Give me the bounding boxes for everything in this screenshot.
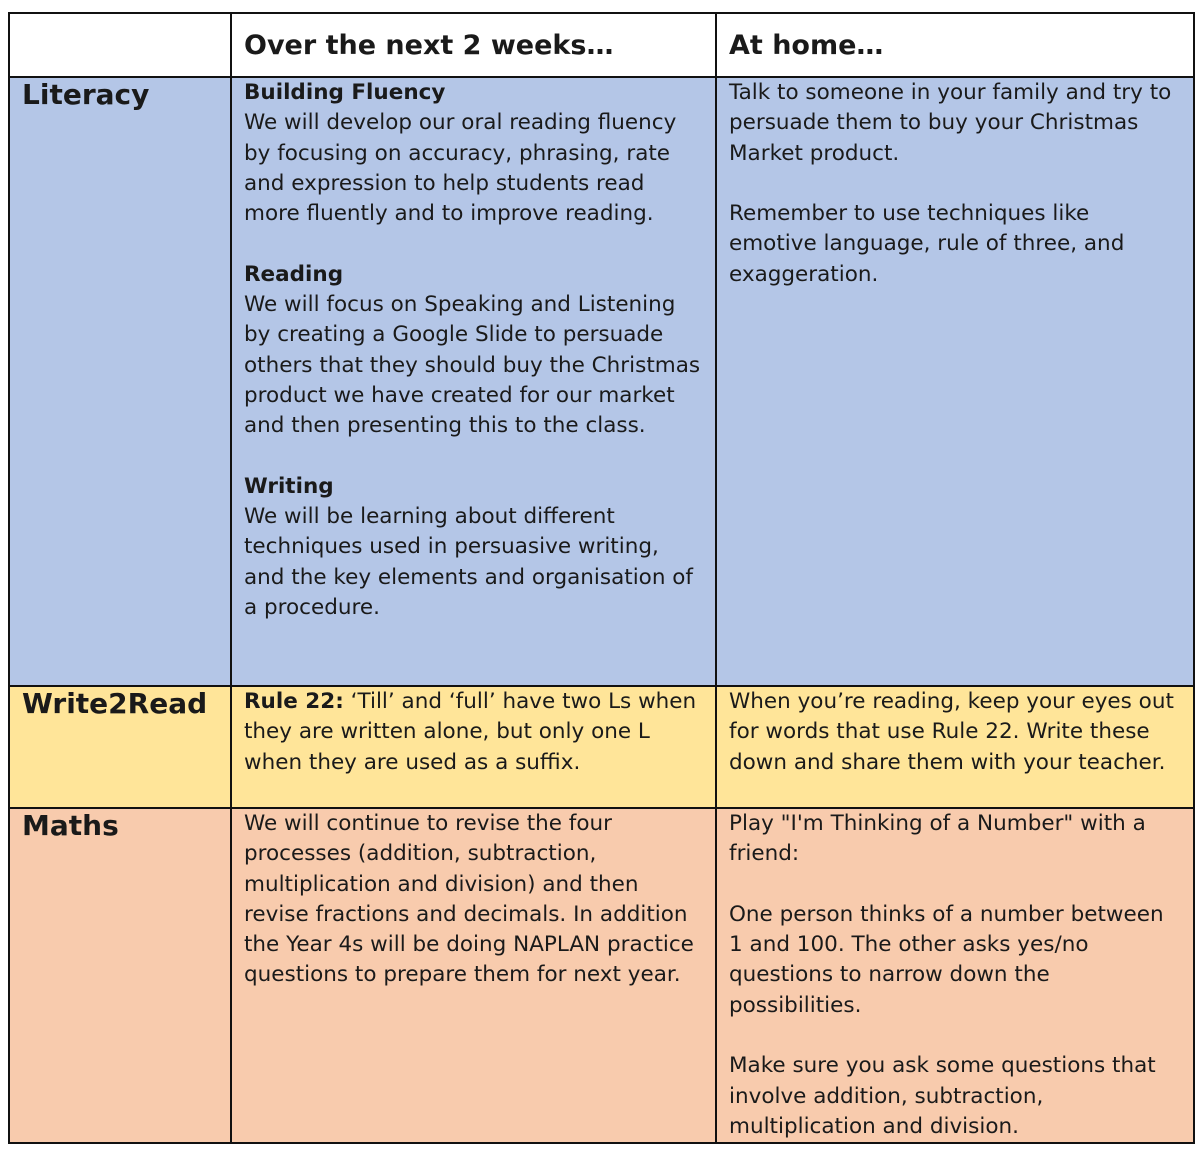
maths-home-cell [716, 808, 1194, 1143]
maths-plan-cell: We will continue to revise the four processes (addition, subtraction, multiplication and division) and then revise fractions and decimals. In addition the Year 4s will be doing NAPLAN practice questions to prepare them for next year. [231, 808, 716, 1143]
writing-block [244, 472, 705, 623]
write2read-home-cell: When you’re reading, keep your eyes out for words that use Rule 22. Write these down and share them with your teacher. [716, 686, 1194, 808]
maths-home-paragraph: One person thinks of a number between 1 and 100. The other asks yes/no questions to narrow down the possibilities. [729, 901, 1164, 1018]
reading-text: We will focus on Speaking and Listening by creating a Google Slide to persuade others that they should buy the Christmas product we have created for our market and then presenting this to the class. [244, 292, 701, 439]
header-next-two-weeks: Over the next 2 weeks… [231, 13, 716, 77]
rule-text: ‘Till’ and ‘full’ have two Ls when they are written alone, but only one L when they are used as a suffix. [244, 689, 697, 775]
maths-row [9, 808, 1194, 1143]
maths-subject: Maths [9, 808, 231, 1143]
reading-heading: Reading [244, 261, 344, 287]
literacy-home-paragraph: Remember to use techniques like emotive language, rule of three, and exaggeration. [729, 201, 1125, 287]
write2read-row [9, 686, 1194, 808]
literacy-subject: Literacy [9, 77, 231, 686]
learning-plan-table [8, 12, 1195, 1144]
maths-home-paragraph: Play "I'm Thinking of a Number" with a friend: [729, 811, 1146, 867]
header-empty-cell [9, 13, 231, 77]
literacy-row [9, 77, 1194, 686]
literacy-home-paragraph: Talk to someone in your family and try to persuade them to buy your Christmas Market product. [729, 80, 1172, 166]
building-fluency-text: We will develop our oral reading fluency by focusing on accuracy, phrasing, rate and expression to help students read more fluently and to improve reading. [244, 110, 677, 227]
write2read-plan-cell [231, 686, 716, 808]
maths-home-paragraph: Make sure you ask some questions that involve addition, subtraction, multiplication and division. [729, 1053, 1156, 1139]
writing-heading: Writing [244, 473, 334, 499]
header-row [9, 13, 1194, 77]
building-fluency-block [244, 78, 705, 229]
building-fluency-heading: Building Fluency [244, 80, 446, 105]
reading-block [244, 260, 705, 442]
header-at-home: At home… [716, 13, 1194, 77]
writing-text: We will be learning about different techniques used in persuasive writing, and the key elements and organisation of a procedure. [244, 504, 694, 621]
rule-label: Rule 22: [244, 689, 344, 714]
literacy-plan-cell [231, 77, 716, 686]
literacy-home-cell [716, 77, 1194, 686]
write2read-subject: Write2Read [9, 686, 231, 808]
